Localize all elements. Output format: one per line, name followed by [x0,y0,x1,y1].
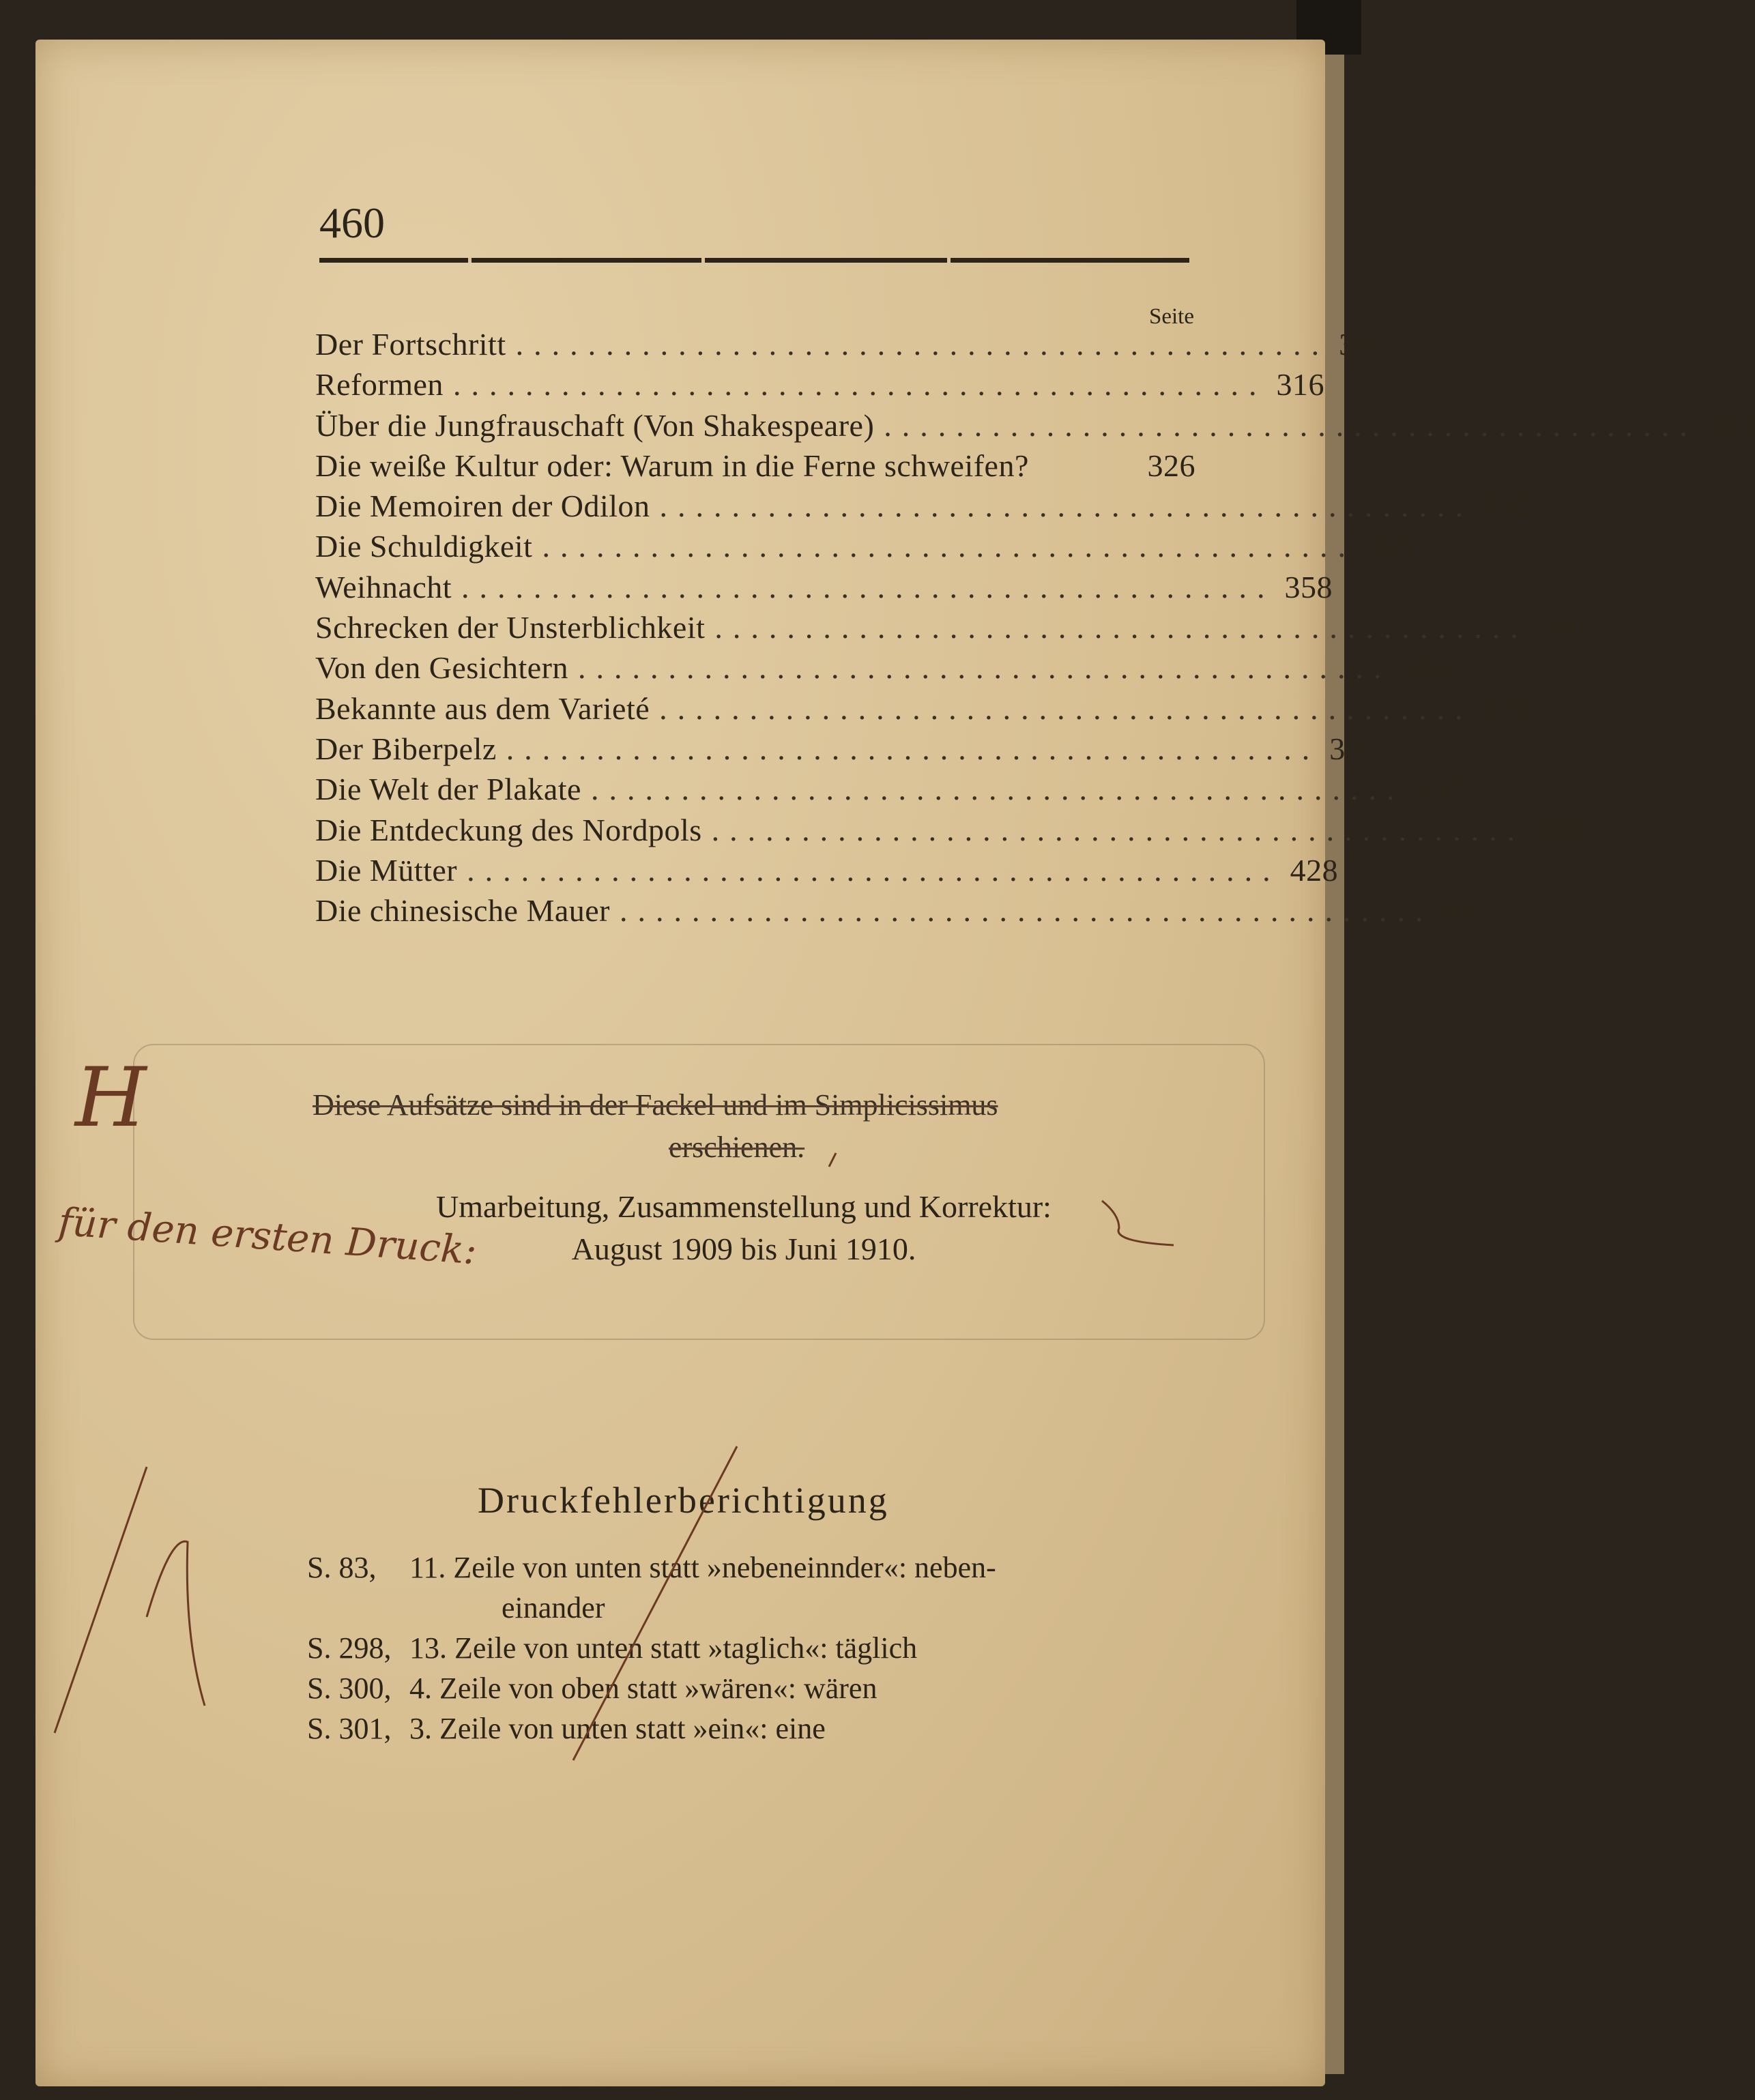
leader-dots: ............................................. [452,367,1267,403]
errata-page-ref: S. 300, [307,1672,392,1705]
toc-title: Die Entdeckung des Nordpols [315,812,702,847]
leader-dots: ............................................. [659,488,1474,524]
toc-title: Die chinesische Mauer [315,893,611,929]
leader-dots: ............................................. [467,852,1281,888]
leader-dots: ............................................. [711,812,1526,847]
errata-page-ref: S. 83, [307,1551,377,1584]
toc-page: 358 [1284,569,1333,604]
toc-title: Die Welt der Plakate [315,772,581,807]
errata-text: 4. Zeile von oben statt »wären«: wären [409,1672,878,1705]
margin-pencil-mark [147,1541,205,1706]
toc-title: Von den Gesichtern [315,650,568,686]
leader-dots: ............................................. [884,407,1698,443]
toc-title: Bekannte aus dem Varieté [315,690,650,726]
errata-heading: Druckfehlerberichtigung [478,1480,889,1521]
leader-dots: ............................................. [620,893,1434,929]
toc-page: 408 [1535,812,1583,847]
toc-title: Die weiße Kultur oder: Warum in die Ferne schweifen? [315,448,1029,483]
revision-line: Umarbeitung, Zusammenstellung und Korrektur: [436,1189,1051,1224]
errata-continuation: einander [502,1591,605,1624]
struck-publication-note-end: erschienen. [669,1131,805,1164]
leader-dots: ............................................. [506,731,1320,766]
errata-page-ref: S. 298, [307,1631,392,1665]
toc-page: 316 [1276,367,1324,403]
handwritten-margin-note: für den ersten Druck: [57,1199,478,1274]
toc-page: 323 [1707,407,1755,443]
margin-pencil-stroke [55,1467,147,1733]
revision-date: August 1909 bis Juni 1910. [571,1231,916,1266]
toc-title: Reformen [315,367,444,403]
toc-title: Weihnacht [315,569,452,604]
page-number: 460 [319,199,385,247]
toc-column-header: Seite [1149,304,1194,329]
handwritten-mark: H [75,1051,147,1146]
toc-page: 332 [1483,488,1531,524]
errata-text: 3. Zeile von unten statt »ein«: eine [409,1712,826,1745]
toc-title: Über die Jungfrauschaft (Von Shakespeare) [315,407,875,443]
leader-dots: ............................................. [515,327,1330,362]
errata-text: 11. Zeile von unten statt »nebeneinnder«: neben- [409,1551,996,1584]
errata-text: 13. Zeile von unten statt »taglich«: täglich [409,1631,918,1665]
leader-dots: ............................................. [659,690,1473,726]
toc-title: Schrecken der Unsterblichkeit [315,610,706,645]
leader-dots: ............................................. [542,529,1356,564]
toc-page: 385 [1329,731,1378,766]
leader-dots: ............................................. [577,650,1392,686]
errata-page-ref: S. 301, [307,1712,392,1745]
toc-page: 355 [1365,529,1414,564]
leader-dots: ............................................. [714,610,1528,645]
insertion-mark [1102,1201,1174,1245]
toc-page: 368 [1401,650,1449,686]
caret-mark [829,1153,836,1167]
toc-page: 326 [1147,448,1195,483]
toc-title: Der Fortschritt [315,327,506,362]
toc-title: Der Biberpelz [315,731,497,766]
errata-pencil-stroke [573,1446,737,1760]
toc-page: 428 [1290,852,1339,888]
struck-publication-note: Diese Aufsätze sind in der Fackel und im Simplicissimus [313,1088,998,1122]
toc-title: Die Memoiren der Odilon [315,488,650,524]
toc-title: Die Schuldigkeit [315,529,533,564]
toc-page: 435 [1442,893,1492,929]
toc-page: 375 [1482,690,1531,726]
toc-page: 360 [1537,610,1586,645]
leader-dots: ............................................. [590,772,1405,807]
toc-page: 397 [1414,772,1462,807]
toc-page: 305 [1339,327,1387,362]
toc-title: Die Mütter [315,852,458,888]
leader-dots: ............................................. [461,569,1275,604]
